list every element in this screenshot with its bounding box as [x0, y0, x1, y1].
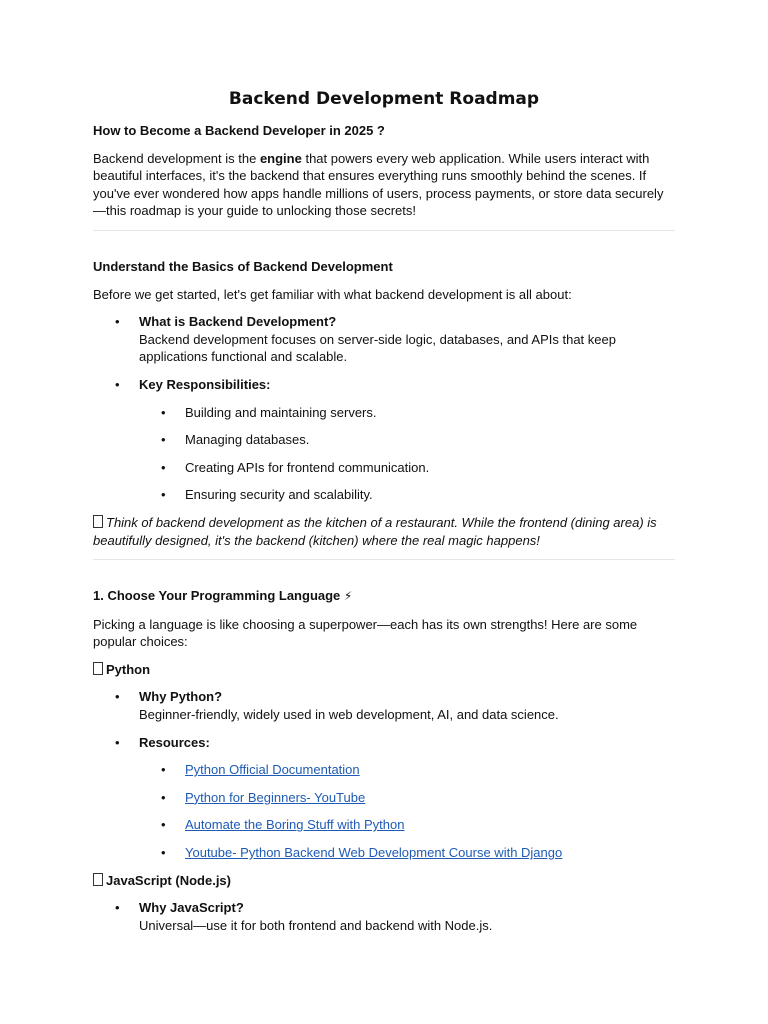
javascript-list: [93, 899, 675, 934]
javascript-title: JavaScript (Node.js): [106, 872, 231, 888]
kitchen-note: [93, 514, 675, 549]
section-divider: [93, 230, 675, 231]
list-item: • Managing databases.: [139, 431, 675, 449]
document-page: [93, 88, 675, 944]
list-item: [93, 376, 675, 504]
what-label: • What is Backend Development?: [139, 314, 337, 330]
chef-emoji-icon: [93, 515, 103, 528]
why-python-text: Beginner-friendly, widely used in web development, AI, and data science.: [139, 707, 559, 723]
python-title: Python: [106, 661, 151, 677]
responsibilities-list: [139, 404, 675, 504]
list-item: • Ensuring security and scalability.: [139, 486, 675, 504]
python-resources-list: [139, 761, 675, 861]
intro-text-start: Backend development is the: [93, 150, 260, 166]
languages-heading: [93, 587, 675, 606]
intro-text-end: that powers every web application. While users interact with beautiful interfaces, it's the backend that ensures everything runs smoothly behind the scenes. If you've ever wondered how apps handle millions of users, process payments, or store data securely—this roadmap is your guide to unlocking those secrets!: [93, 150, 664, 219]
basics-lead: Before we get started, let's get familiar with what backend development is all about:: [93, 286, 572, 302]
lightning-icon: ⚡: [343, 589, 353, 604]
resources-label: • Resources:: [139, 734, 210, 750]
page-title: Backend Development Roadmap: [228, 89, 540, 109]
languages-lead: Picking a language is like choosing a superpower—each has its own strengths! Here are some popular choices:: [93, 616, 638, 650]
list-item: [139, 789, 675, 807]
list-item: • Building and maintaining servers.: [139, 404, 675, 422]
kitchen-note-text: Think of backend development as the kitchen of a restaurant. While the frontend (dining area) is beautifully designed, it's the backend (kitchen) where the real magic happens!: [93, 514, 657, 548]
intro-emphasis: engine: [259, 150, 302, 166]
list-item: [139, 761, 675, 779]
why-python-label: • Why Python?: [139, 689, 223, 705]
page-subtitle: How to Become a Backend Developer in 2025 ?: [93, 123, 385, 138]
django-course-link[interactable]: Youtube- Python Backend Web Development Course with Django: [185, 845, 563, 861]
automate-boring-stuff-link[interactable]: Automate the Boring Stuff with Python: [185, 817, 405, 833]
list-item: • Creating APIs for frontend communication.: [139, 459, 675, 477]
list-item: [93, 899, 675, 934]
section-divider: [93, 559, 675, 560]
what-text: Backend development focuses on server-side logic, databases, and APIs that keep applications functional and scalable.: [139, 331, 616, 365]
languages-heading-text: 1. Choose Your Programming Language: [93, 588, 341, 604]
javascript-emoji-icon: [93, 873, 103, 886]
javascript-heading: [93, 872, 675, 890]
intro-paragraph: [93, 150, 675, 220]
basics-list: [93, 313, 675, 504]
list-item: [93, 688, 675, 723]
python-emoji-icon: [93, 662, 103, 675]
list-item: [139, 816, 675, 834]
python-list: [93, 688, 675, 861]
why-javascript-label: • Why JavaScript?: [139, 900, 244, 916]
why-javascript-text: Universal—use it for both frontend and backend with Node.js.: [139, 917, 493, 933]
list-item: [93, 734, 675, 862]
basics-heading: Understand the Basics of Backend Development: [93, 258, 393, 274]
list-item: [93, 313, 675, 366]
responsibilities-label: • Key Responsibilities:: [139, 376, 271, 392]
python-heading: [93, 661, 675, 679]
python-docs-link[interactable]: Python Official Documentation: [185, 762, 360, 778]
python-youtube-link[interactable]: Python for Beginners- YouTube: [185, 789, 366, 805]
list-item: [139, 844, 675, 862]
